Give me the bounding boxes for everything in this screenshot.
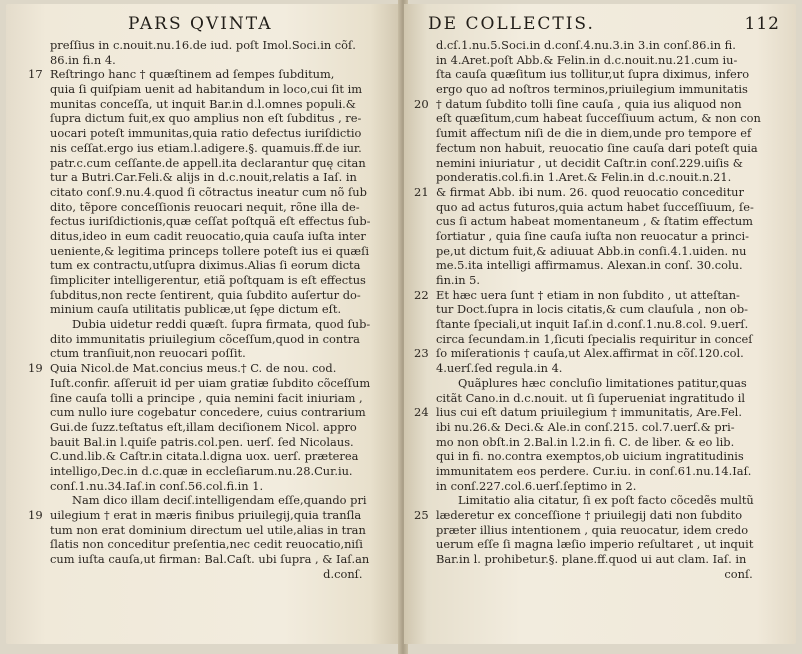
text-line (414, 96, 761, 112)
line-text: fectus iuriſdictionis,quæ ceſſat poſtquã eſt effectus ſub- (50, 214, 371, 229)
line-text: ponderatis.col.fi.in 1.Aret.& Felin.in d.c.nouit.n.21. (436, 170, 732, 185)
text-line (32, 82, 371, 97)
line-text: Et hæc uera ſunt † etiam in non ſubdito , ut atteſtan- (436, 287, 740, 302)
line-text: minium cauſa utilitatis publicæ,ut ſępe dictum eſt. (50, 302, 342, 317)
text-line (418, 244, 761, 259)
line-text: qui in fi. no.contra exemptos,ob uicium ingratitudinis (436, 449, 744, 464)
line-text: læderetur ex conceſſione † priuilegij dati non ſubdito (436, 508, 743, 522)
margin-number: 19 (28, 508, 43, 522)
left-page (6, 4, 402, 644)
text-line (418, 273, 761, 288)
margin-number: 17 (28, 67, 43, 82)
text-line (28, 361, 371, 376)
text-line (418, 53, 761, 68)
line-text: cum nullo iure cogebatur concedere, cuius contrarium (50, 405, 366, 420)
line-text: ſtante ſpeciali,ut inquit Iaſ.in d.conſ.1.nu.8.col. 9.uerſ. (436, 317, 749, 332)
line-text: ditus,ideo in eum cadit reuocatio,quia cauſa iuſta inter (50, 228, 366, 243)
text-line (418, 552, 761, 567)
text-line (418, 170, 761, 185)
margin-number: 24 (414, 405, 429, 420)
text-line (418, 67, 761, 82)
text-line (32, 302, 371, 317)
running-head-title: DE COLLECTIS. (428, 14, 595, 34)
text-line (32, 420, 371, 435)
text-line (418, 111, 761, 126)
line-text: quia ſi quiſpiam uenit ad habitandum in loco,cui ſit im (50, 82, 363, 97)
line-text: patr.c.cum ceſſante.de appell.ita declarantur quę citan (50, 155, 366, 170)
margin-number: 19 (28, 361, 43, 376)
line-text: ſumit affectum niſi de die in diem,unde pro tempore ef (436, 126, 752, 141)
line-text: bauit Bal.in l.quiſe patris.col.pen. uerſ. ſed Nicolaus. (50, 434, 354, 449)
line-text: Quãplures hæc concluſio limitationes patitur,quas (458, 375, 747, 390)
right-page (404, 4, 796, 644)
margin-number: 21 (414, 184, 429, 199)
line-text: d.conſ. (323, 566, 363, 581)
text-line (32, 170, 371, 185)
text-line (32, 141, 371, 156)
line-text: ſimpliciter intelligerentur, etiã poſtquam is eſt effectus (50, 273, 366, 287)
line-text: pe,ut dictum fuit,& adiuuat Abb.in conſi.4.1.uiden. nu (436, 243, 747, 258)
margin-number: 20 (414, 96, 429, 111)
line-text: preſſius in c.nouit.nu.16.de iud. poſt Imol.Soci.in cõſ. (50, 38, 356, 52)
text-line (32, 449, 371, 464)
line-text: uocari poteſt immunitas,quia ratio defectus iuriſdictio (50, 126, 362, 141)
line-text: uerum eſſe ſi magna læſio imperio reſultaret , ut inquit (436, 537, 754, 552)
line-text: Gui.de ſuzz.teſtatus eſt,illam deciſionem Nicol. appro (50, 419, 357, 434)
line-text: in 4.Aret.poſt Abb.& Felin.in d.c.nouit.nu.21.cum iu- (436, 52, 738, 67)
text-line (418, 156, 761, 171)
line-text: Nam dico illam deciſ.intelligendam eſſe,quando pri (72, 493, 367, 508)
line-text: me.5.ita intelligi affirmamus. Alexan.in conſ. 30.colu. (436, 258, 743, 273)
text-line (32, 479, 371, 494)
text-line (32, 391, 371, 406)
text-line (418, 464, 761, 479)
text-line (418, 38, 761, 53)
line-text: munitas conceſſa, ut inquit Bar.in d.l.omnes populi.& (50, 96, 356, 111)
text-line (32, 38, 371, 53)
line-text: citãt Cano.in d.c.nouit. ut ſi ſuperueniat ingratitudo il (436, 390, 745, 405)
text-line (418, 332, 761, 347)
text-line (32, 376, 371, 391)
running-head-left: PARS QVINTA (128, 14, 273, 34)
text-line (418, 523, 761, 538)
text-line (32, 111, 371, 126)
text-line (414, 184, 761, 200)
left-page-text (28, 38, 371, 581)
text-line (418, 82, 761, 97)
line-text: C.und.lib.& Caſtr.in citata.l.digna uox. uerſ. præterea (50, 449, 359, 464)
line-text: conſ.1.nu.34.Iaſ.in conſ.56.col.fi.in 1. (50, 478, 264, 493)
line-text: Quia Nicol.de Mat.concius meus.† C. de nou. cod. (50, 361, 337, 376)
text-line (418, 200, 761, 215)
line-text: ſlatis non conceditur preſentia,nec cedit reuocatio,niſi (50, 537, 363, 552)
text-line (414, 287, 761, 303)
text-line (32, 126, 371, 141)
line-text: tum ex contractu,utſupra diximus.Alias ſi eorum dicta (50, 258, 361, 273)
text-line (414, 508, 761, 523)
line-text: cus ſi actum habeat momentaneum , & ſtatim effectum (436, 214, 753, 229)
text-line (32, 464, 371, 479)
text-line (414, 346, 761, 361)
text-line (28, 67, 371, 82)
text-line (418, 376, 761, 391)
line-text: immunitatem eos perdere. Cur.iu. in conſ.61.nu.14.Iaſ. (436, 463, 752, 478)
line-text: ſo miſerationis † cauſa,ut Alex.affirmat in cõſ.120.col. (436, 346, 744, 361)
text-line (418, 302, 761, 317)
text-line (418, 391, 761, 406)
line-text: in conſ.227.col.6.uerſ.ſeptimo in 2. (436, 478, 637, 493)
line-text: ibi nu.26.& Deci.& Ale.in conſ.215. col.7.uerſ.& pri- (436, 419, 735, 434)
text-line (32, 214, 371, 229)
text-line (418, 317, 761, 332)
line-text: dito immunitatis priuilegium cõceſſum,quod in contra (50, 331, 360, 346)
text-line (32, 317, 371, 332)
line-text: lius cui eſt datum priuilegium † immunitatis, Are.Fel. (436, 405, 742, 420)
text-line (418, 141, 761, 156)
text-line (32, 435, 371, 450)
line-text: Iuſt.confir. aſſeruit id per uiam gratiæ ſubdito cõceſſum (50, 375, 371, 390)
text-line (32, 405, 371, 420)
text-line (418, 567, 761, 582)
line-text: & firmat Abb. ibi num. 26. quod reuocatio conceditur (436, 184, 744, 199)
line-text: 86.in fi.n 4. (50, 52, 116, 67)
line-text: d.cſ.1.nu.5.Soci.in d.conſ.4.nu.3.in 3.in conſ.86.in fi. (436, 38, 736, 52)
line-text: ſupra dictum fuit,ex quo amplius non eſt ſubditus , re- (50, 111, 362, 126)
text-line (32, 567, 371, 582)
line-text: † datum ſubdito tolli ſine cauſa , quia ius aliquod non (436, 96, 742, 111)
text-line (32, 537, 371, 552)
text-line (418, 258, 761, 273)
folio-number: 112 (744, 14, 780, 34)
text-line (418, 537, 761, 552)
text-line (418, 361, 761, 376)
line-text: tum non erat dominium directum uel utile,alias in tran (50, 522, 366, 537)
line-text: ſine cauſa tolli a principe , quia nemini facit iniuriam , (50, 390, 363, 405)
line-text: ergo quo ad noſtros terminos,priuilegium immunitatis (436, 82, 748, 97)
text-line (418, 479, 761, 494)
line-text: fectum non habuit, reuocatio ſine cauſa dari poteſt quia (436, 140, 758, 155)
line-text: ueniente,& legitima princeps tollere poteſt ius ei quæſi (50, 243, 369, 258)
line-text: 4.uerſ.ſed regula.in 4. (436, 361, 563, 376)
line-text: tur Doct.ſupra in locis citatis,& cum clauſula , non ob- (436, 302, 748, 317)
line-text: Limitatio alia citatur, ſi ex poſt facto cõcedẽs multũ (458, 493, 754, 508)
line-text: Bar.in l. prohibetur.§. plane.ff.quod ui aut clam. Iaſ. in (436, 552, 747, 567)
text-line (32, 156, 371, 171)
line-text: dito, tẽpore conceſſionis reuocari nequit, rõne illa de- (50, 199, 360, 214)
text-line (418, 420, 761, 435)
text-line (418, 229, 761, 244)
line-text: quo ad actus futuros,quia actum habet ſucceſſiuum, ſe- (436, 199, 754, 214)
line-text: ſubditus,non recte ſentirent, quia ſubdito auſertur do- (50, 287, 361, 302)
line-text: fin.in 5. (436, 273, 481, 287)
text-line (32, 258, 371, 273)
line-text: circa ſecundam.in 1,ſicuti ſpecialis requiritur in conceſ (436, 331, 753, 346)
text-line (32, 244, 371, 259)
text-line (32, 552, 371, 567)
line-text: ſortiatur , quia ſine cauſa iuſta non reuocatur a princi- (436, 228, 749, 243)
text-line (32, 53, 371, 68)
text-line (414, 405, 761, 420)
margin-number: 22 (414, 287, 429, 302)
text-line (418, 126, 761, 141)
right-page-text (414, 38, 761, 581)
text-line (32, 200, 371, 215)
text-line (418, 493, 761, 508)
text-line (32, 523, 371, 538)
line-text: mo non obſt.in 2.Bal.in l.2.in fi. C. de liber. & eo lib. (436, 434, 735, 449)
line-text: uilegium † erat in mæris finibus priuilegij,quia tranſla (50, 508, 362, 522)
margin-number: 23 (414, 346, 429, 361)
line-text: intelligo,Dec.in d.c.quæ in eccleſiarum.nu.28.Cur.iu. (50, 463, 353, 478)
margin-number: 25 (414, 508, 429, 522)
running-head-right (428, 14, 780, 34)
text-line (32, 229, 371, 244)
line-text: cum iuſta cauſa,ut firman: Bal.Caſt. ubi ſupra , & Iaſ.an (50, 552, 370, 567)
text-line (32, 493, 371, 508)
line-text: ctum tranſiuit,non reuocari poſſit. (50, 346, 246, 361)
text-line (32, 97, 371, 112)
line-text: citato conſ.9.nu.4.quod ſi cõtractus ineatur cum nõ ſub (50, 184, 367, 199)
line-text: Reſtringo hanc † quæſtinem ad ſempes ſubditum, (50, 67, 335, 82)
text-line (32, 288, 371, 303)
line-text: ſta cauſa quæſitum ius tollitur,ut ſupra diximus, infero (436, 67, 750, 82)
line-text: nis ceſſat.ergo ius etiam.l.adigere.§. quamuis.ff.de iur. (50, 140, 362, 155)
text-line (418, 214, 761, 229)
line-text: conſ. (724, 566, 753, 581)
text-line (32, 273, 371, 288)
text-line (418, 449, 761, 464)
line-text: præter illius intentionem , quia reuocatur, idem credo (436, 522, 749, 537)
text-line (32, 346, 371, 361)
text-line (32, 185, 371, 200)
line-text: nemini iniuriatur , ut decidit Caſtr.in conſ.229.uiſis & (436, 155, 743, 170)
text-line (28, 508, 371, 523)
line-text: tur a Butri.Car.Feli.& alijs in d.c.nouit,relatis a Iaſ. in (50, 170, 357, 185)
line-text: Dubia uidetur reddi quæſt. ſupra firmata, quod ſub- (72, 317, 371, 332)
text-line (418, 435, 761, 450)
line-text: eſt quæſitum,cum habeat ſucceſſiuum actum, & non con (436, 111, 761, 126)
text-line (32, 332, 371, 347)
